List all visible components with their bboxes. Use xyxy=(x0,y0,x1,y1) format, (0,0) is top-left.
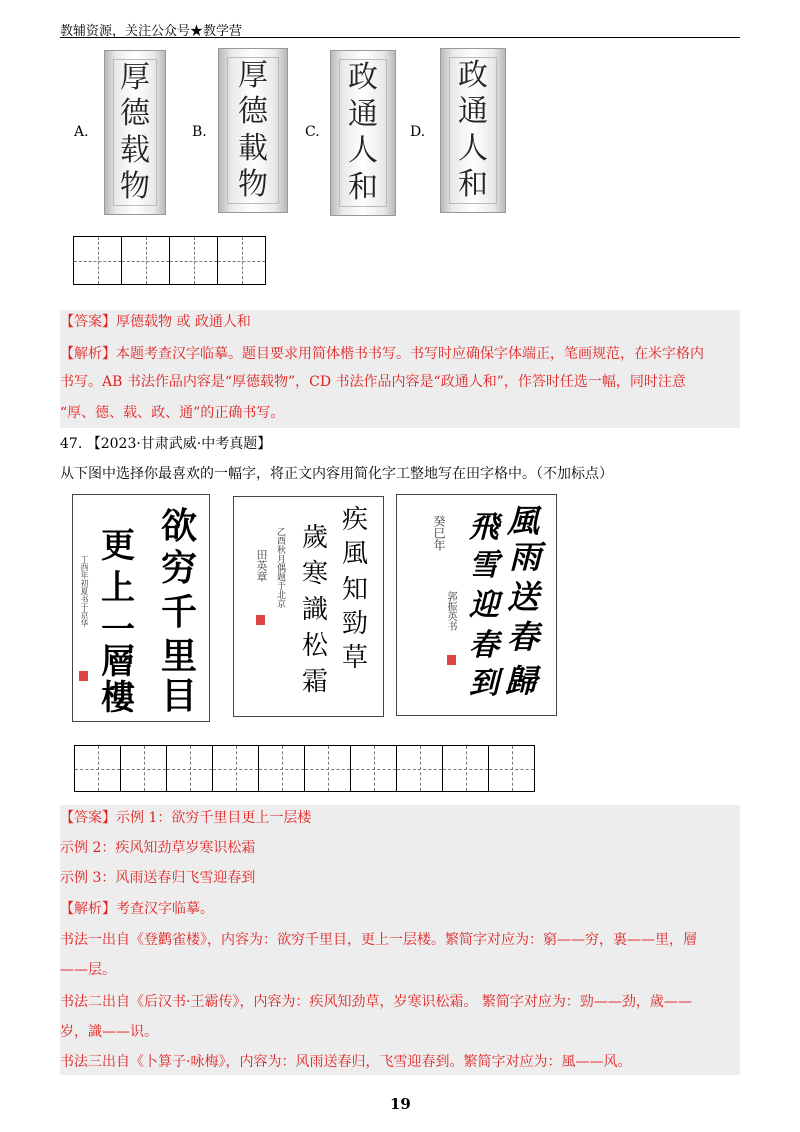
work1-char: 上 xyxy=(101,568,135,608)
q47-heading xyxy=(60,434,271,454)
work1-char: 欲 xyxy=(161,506,198,547)
work3-char: 風 xyxy=(507,502,540,540)
banner-char: 人 xyxy=(458,130,488,166)
work3-char: 到 xyxy=(469,666,499,701)
banner-char: 政 xyxy=(458,58,488,94)
work2-char: 霜 xyxy=(302,667,329,697)
banner-char: 載 xyxy=(238,130,268,166)
banner-char: 物 xyxy=(120,168,150,204)
work1-char: 更 xyxy=(101,526,135,566)
work3-char: 送 xyxy=(507,578,540,616)
banner-char: 人 xyxy=(348,133,378,169)
banner-char: 厚 xyxy=(120,60,150,96)
work1-char: 穷 xyxy=(161,548,198,589)
work2-char: 疾 xyxy=(342,505,369,535)
work2-char: 歲 xyxy=(302,523,329,553)
work2-seal xyxy=(256,615,265,625)
option-b-label: B. xyxy=(192,124,207,140)
tian-cell[interactable] xyxy=(212,745,259,792)
tian-grid-q47[interactable] xyxy=(75,745,535,792)
work3-char: 春 xyxy=(469,628,499,663)
tian-cell[interactable] xyxy=(73,236,122,285)
banner-char: 和 xyxy=(458,166,488,202)
banner-char: 政 xyxy=(348,60,378,96)
option-a-label: A. xyxy=(74,124,89,140)
tian-cell[interactable] xyxy=(442,745,489,792)
banner-char: 载 xyxy=(120,132,150,168)
work1-char: 里 xyxy=(161,636,198,677)
header-divider xyxy=(60,37,740,38)
work1-char: 樓 xyxy=(101,678,135,718)
tian-cell[interactable] xyxy=(121,236,170,285)
work2-char: 寒 xyxy=(302,559,329,589)
work1-char: 一 xyxy=(101,610,135,650)
q47-answer-line: ——层。 xyxy=(60,962,116,978)
q47-answer-line: 【解析】考查汉字临摹。 xyxy=(60,901,214,917)
work2-char: 勁 xyxy=(342,609,369,639)
q47-answer-line: 【答案】示例 1：欲穷千里目更上一层楼 xyxy=(60,810,312,826)
tian-cell[interactable] xyxy=(258,745,305,792)
work1-char: 層 xyxy=(101,642,135,682)
q47-answer-line: 示例 3：风雨送春归飞雪迎春到 xyxy=(60,870,256,886)
work1-char: 目 xyxy=(161,676,198,717)
tian-cell[interactable] xyxy=(488,745,535,792)
banner-char: 通 xyxy=(458,94,488,130)
page-header: 教辅资源，关注公众号★教学营 xyxy=(60,24,243,39)
work2-char: 松 xyxy=(302,631,329,661)
tian-cell[interactable] xyxy=(217,236,266,285)
q47-answer-line: 岁，識——识。 xyxy=(60,1024,158,1040)
q47-stem: 从下图中选择你最喜欢的一幅字，将正文内容用简化字工整地写在田字格中。（不加标点） xyxy=(60,466,613,482)
calligraphy-work-1[interactable] xyxy=(72,494,210,722)
work3-char: 歸 xyxy=(505,662,538,700)
page-number: 19 xyxy=(390,1095,411,1113)
q47-answer-line: 书法三出自《卜算子·咏梅》，内容为：风雨送春归，飞雪迎春到。繁简字对应为：風——风。 xyxy=(60,1054,632,1070)
work3-seal xyxy=(447,655,456,665)
q47-answer-line: 书法一出自《登鹳雀楼》，内容为：欲穷千里目，更上一层楼。繁简字对应为：窮——穷，裏——里，層 xyxy=(60,932,697,948)
work3-char: 春 xyxy=(507,618,540,656)
banner-char: 物 xyxy=(238,166,268,202)
tian-cell[interactable] xyxy=(396,745,443,792)
tian-cell[interactable] xyxy=(74,745,121,792)
q46-analysis-line: 书写。AB 书法作品内容是“厚德载物”，CD 书法作品内容是“政通人和”，作答时任选一幅，同时注意 xyxy=(60,374,686,390)
q47-answer-line: 书法二出自《后汉书·王霸传》，内容为：疾风知劲草，岁寒识松霜。 繁简字对应为：勁——劲，歲—— xyxy=(60,994,692,1010)
q47-source: 【2023·甘肃武威·中考真题】 xyxy=(86,436,272,452)
calligraphy-work-3[interactable] xyxy=(396,494,557,716)
q46-answer: 【答案】厚德载物 或 政通人和 xyxy=(60,314,251,330)
tian-cell[interactable] xyxy=(350,745,397,792)
work2-signature: 田英章 xyxy=(255,549,268,582)
work3-char: 雪 xyxy=(469,548,499,583)
work2-inscription: 乙酉秋月偶题于北京 xyxy=(275,527,285,608)
tian-cell[interactable] xyxy=(120,745,167,792)
work3-char: 迎 xyxy=(469,588,499,623)
banner-char: 和 xyxy=(348,169,378,205)
work1-char: 千 xyxy=(161,592,198,633)
banner-char: 通 xyxy=(348,96,378,132)
work1-inscription: 丁酉年初夏书于京华 xyxy=(80,555,89,627)
option-c-label: C. xyxy=(305,124,320,140)
option-d-label: D. xyxy=(410,124,426,140)
banner-char: 厚 xyxy=(238,58,268,94)
work3-signature: 郭振英书 xyxy=(445,591,456,631)
work2-char: 知 xyxy=(342,575,369,605)
work2-char: 風 xyxy=(342,539,369,569)
banner-char: 德 xyxy=(120,96,150,132)
work3-char: 雨 xyxy=(509,538,542,576)
work2-char: 草 xyxy=(342,643,369,673)
tian-cell[interactable] xyxy=(166,745,213,792)
q47-number: 47. xyxy=(60,436,83,452)
tian-cell[interactable] xyxy=(169,236,218,285)
option-d-banner[interactable] xyxy=(440,48,506,213)
work2-char: 識 xyxy=(302,595,329,625)
q46-analysis-line: “厚、德、载、政、通”的正确书写。 xyxy=(60,405,285,421)
option-b-banner[interactable] xyxy=(218,48,288,213)
tian-grid-q46[interactable] xyxy=(74,236,266,285)
banner-char: 德 xyxy=(238,94,268,130)
q47-answer-line: 示例 2：疾风知劲草岁寒识松霜 xyxy=(60,840,256,856)
work1-seal xyxy=(79,671,88,681)
work3-inscription: 癸巳年 xyxy=(432,515,446,551)
option-c-banner[interactable] xyxy=(330,50,396,216)
calligraphy-work-2[interactable] xyxy=(233,496,384,717)
tian-cell[interactable] xyxy=(304,745,351,792)
work3-char: 飛 xyxy=(469,510,499,545)
q46-analysis-line: 【解析】本题考查汉字临摹。题目要求用简体楷书书写。书写时应确保字体端正，笔画规范，在米字格内 xyxy=(60,346,704,362)
option-a-banner[interactable] xyxy=(104,50,166,215)
